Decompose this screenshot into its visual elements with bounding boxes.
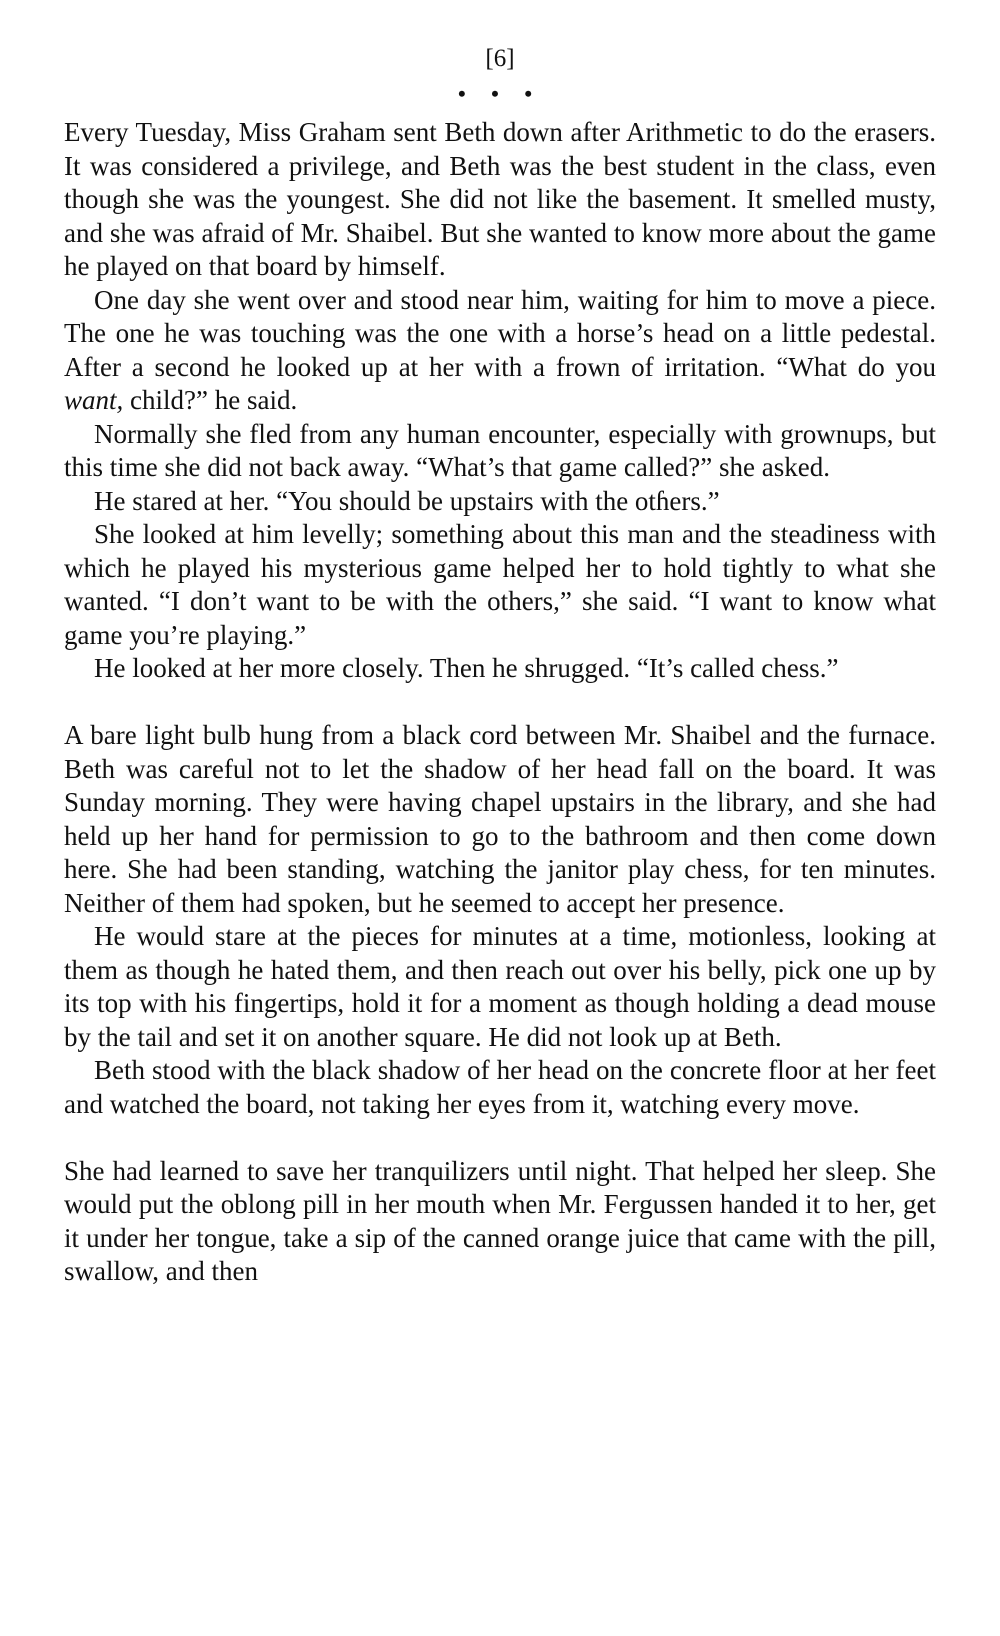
paragraph: He would stare at the pieces for minutes at a time, motionless, looking at them as though he hated them, and then reach out over his belly, pick one up by its top with his fingertips, hold it for a moment as though holding a dead mouse by the tail and set it on another square. He did not look up at Beth. [64,921,936,1052]
paragraph: A bare light bulb hung from a black cord between Mr. Shaibel and the furnace. Beth was careful not to let the shadow of her head fall on the board. It was Sunday morning. They were having chapel upstairs in the library, and she had held up her hand for permission to go to the bathroom and then come down here. She had been standing, watching the janitor play chess, for ten minutes. Neither of them had spoken, but he seemed to accept her presence. [64,720,936,918]
section-gap [64,686,936,720]
section-gap [64,1121,936,1155]
emphasized-word: want, [64,385,124,415]
paragraph: He looked at her more closely. Then he shrugged. “It’s called chess.” [94,653,839,683]
paragraph: Every Tuesday, Miss Graham sent Beth down after Arithmetic to do the erasers. It was considered a privilege, and Beth was the best student in the class, even though she was the youngest. She did not like the basement. It smelled musty, and she was afraid of Mr. Shaibel. But she wanted to know more about the game he played on that board by himself. [64,117,936,281]
paragraph: Normally she fled from any human encounter, especially with grownups, but this time she did not back away. “What’s that game called?” she asked. [64,418,936,482]
paragraph: She had learned to save her tranquilizers until night. That helped her sleep. She would put the oblong pill in her mouth when Mr. Fergussen handed it to her, get it under her tongue, take a sip of the canned orange juice that came with the pill, swallow, and then [64,1155,936,1286]
paragraph: She looked at him levelly; something about this man and the steadiness with which he played his mysterious game helped her to hold tightly to what she wanted. “I don’t want to be with the others,” she said. “I want to know what game you’re playing.” [64,519,936,650]
paragraph-text: One day she went over and stood near him, waiting for him to move a piece. The one he was touching was the one with a horse’s head on a little pedestal. After a second he looked up at her with a frown of irritation. “What do you [64,284,936,382]
section-break-marker: • • • [457,81,543,106]
page-number: [6] [485,45,515,72]
paragraph [64,284,936,418]
paragraph: Beth stood with the black shadow of her head on the concrete floor at her feet and watched the board, not taking her eyes from it, watching every move. [64,1055,936,1119]
body-text [64,116,936,1289]
paragraph-text: child?” he said. [123,385,298,415]
paragraph: He stared at her. “You should be upstairs with the otɦers.” [94,485,720,516]
